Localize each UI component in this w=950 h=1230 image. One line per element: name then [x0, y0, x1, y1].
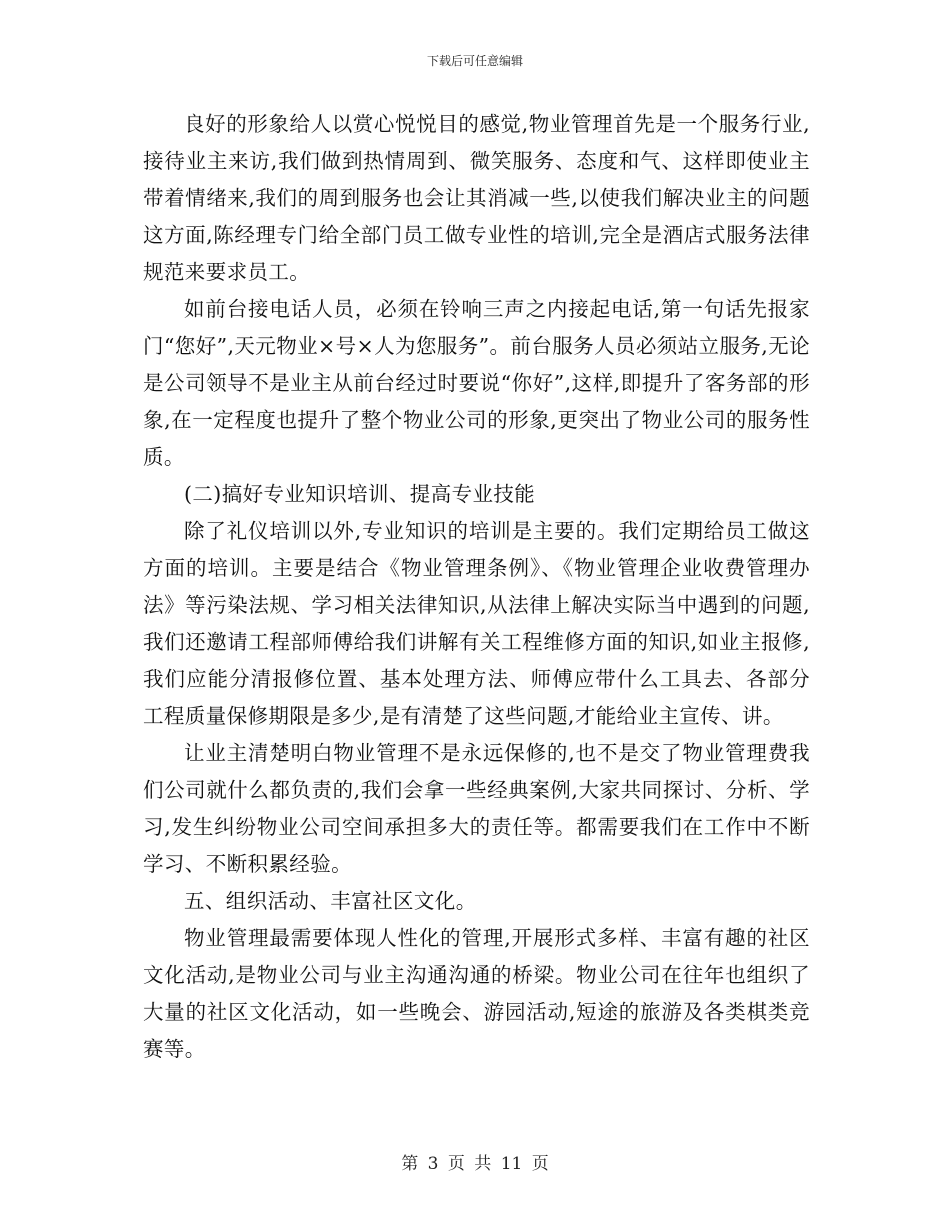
paragraph-front-desk: 如前台接电话人员，必须在铃响三声之内接起电话,第一句话先报家门“您好”,天元物业×号×人为您服务”。前台服务人员必须站立服务,无论是公司领导不是业主从前台经过时要说“你好”,这样,即提升了客务部的形象,在一定程度也提升了整个物业公司的形象,更突出了物业公司的服务性质。 — [143, 297, 810, 469]
page-header: 下载后可任意编辑 — [426, 54, 523, 68]
section-heading-activities: 五、组织活动、丰富社区文化。 — [184, 889, 477, 913]
page-number: 第 3 页 共 11 页 — [401, 1154, 549, 1174]
paragraph-community-culture: 物业管理最需要体现人性化的管理,开展形式多样、丰富有趣的社区文化活动,是物业公司与业主沟通沟通的桥梁。物业公司在往年也组织了大量的社区文化活动，如一些晚会、游园活动,短途的旅游及各类棋类竞赛等。 — [143, 926, 810, 1061]
paragraph-owner-awareness: 让业主清楚明白物业管理不是永远保修的,也不是交了物业管理费我们公司就什么都负责的,我们会拿一些经典案例,大家共同探讨、分析、学习,发生纠纷物业公司空间承担多大的责任等。都需要我们在工作中不断学习、不断积累经验。 — [143, 741, 810, 876]
paragraph-image-service: 良好的形象给人以赏心悦悦目的感觉,物业管理首先是一个服务行业,接待业主来访,我们做到热情周到、微笑服务、态度和气、这样即使业主带着情绪来,我们的周到服务也会让其消减一些,以使我们解决业主的问题这方面,陈经理专门给全部门员工做专业性的培训,完全是酒店式服务法律规范来要求员工。 — [143, 112, 810, 284]
paragraph-professional-training: 除了礼仪培训以外,专业知识的培训是主要的。我们定期给员工做这方面的培训。主要是结合《物业管理条例》、《物业管理企业收费管理办法》等污染法规、学习相关法律知识,从法律上解决实际当中遇到的问题,我们还邀请工程部师傅给我们讲解有关工程维修方面的知识,如业主报修,我们应能分清报修位置、基本处理方法、师傅应带什么工具去、各部分工程质量保修期限是多少,是有清楚了这些问题,才能给业主宣传、讲。 — [143, 519, 810, 728]
document-body — [143, 106, 810, 1068]
section-heading-training: (二)搞好专业知识培训、提高专业技能 — [184, 482, 536, 506]
